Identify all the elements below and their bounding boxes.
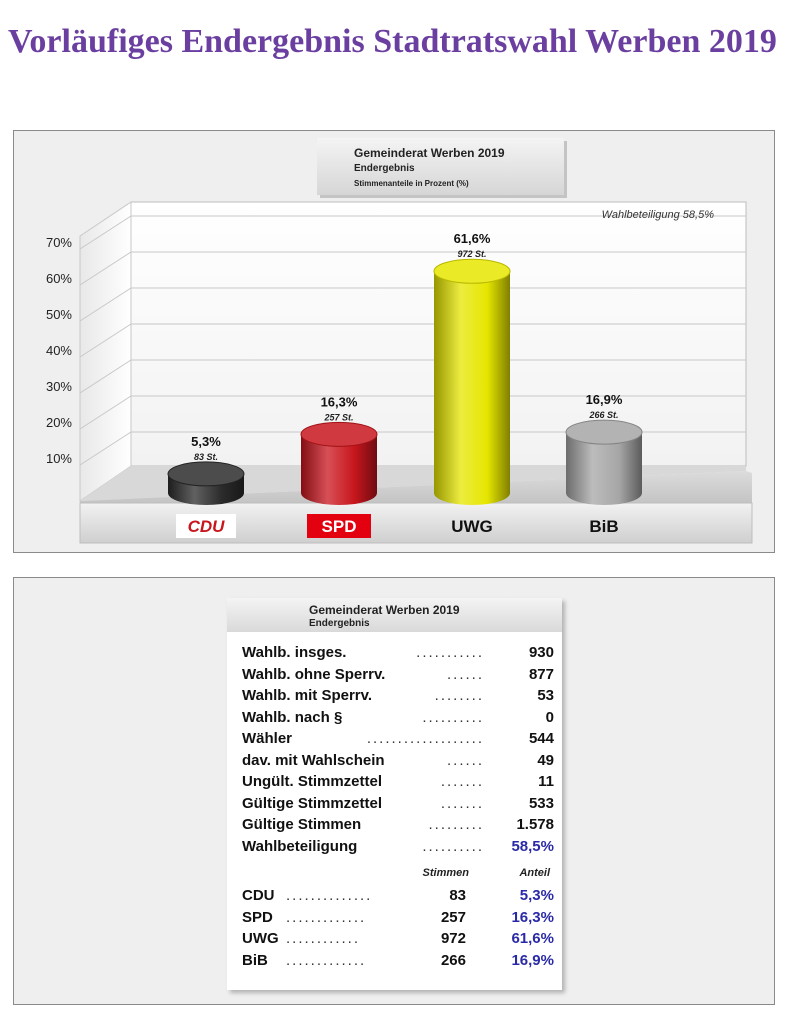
party-row [242, 885, 554, 907]
leader-dots: ............. [286, 908, 367, 926]
stat-label: Wähler [242, 730, 293, 747]
table-panel [13, 577, 775, 1005]
results-table-subtitle: Endergebnis [309, 618, 370, 629]
results-table [227, 598, 562, 990]
party-label: UWG [242, 930, 279, 947]
chart-note: Stimmenanteile in Prozent (%) [354, 179, 469, 188]
leader-dots: ......... [428, 816, 484, 833]
leader-dots: ............ [286, 930, 361, 947]
stat-value: 0 [545, 708, 554, 726]
stat-row [242, 750, 554, 772]
results-table-header [227, 598, 562, 632]
stat-value: 53 [537, 687, 554, 704]
party-votes: 972 [440, 930, 466, 947]
stat-row [242, 664, 554, 686]
cdu-logo [176, 514, 236, 538]
svg-text:SPD: SPD [321, 517, 357, 536]
leader-dots: ................... [366, 730, 484, 747]
votes-label-cdu: 83 St. [193, 451, 219, 462]
category-label-bib: BiB [589, 517, 619, 536]
stat-label: Gültige Stimmen [242, 816, 362, 833]
results-table-title: Gemeinderat Werben 2019 [309, 603, 460, 617]
party-votes: 257 [440, 908, 466, 926]
leader-dots: .......... [422, 837, 484, 855]
stat-label: Wahlb. insges. [242, 644, 347, 661]
party-label: BiB [242, 951, 268, 969]
bar-cdu [168, 462, 244, 505]
value-label-spd: 16,3% [320, 394, 358, 410]
stat-value: 544 [528, 730, 554, 747]
category-label-uwg: UWG [451, 517, 493, 536]
col-share: Anteil [519, 867, 550, 879]
stat-value: 58,5% [511, 837, 554, 855]
votes-label-spd: 257 St. [324, 412, 354, 423]
bar-spd [301, 422, 377, 505]
chart-subtitle: Endergebnis [354, 163, 415, 174]
value-label-uwg: 61,6% [453, 231, 491, 247]
stat-row [242, 685, 554, 707]
bar-bib [566, 420, 642, 505]
leader-dots: ........ [434, 687, 484, 704]
votes-label-bib: 266 St. [589, 410, 619, 421]
leader-dots: ........... [416, 644, 484, 661]
leader-dots: ...... [446, 751, 484, 769]
stat-label: dav. mit Wahlschein [242, 751, 385, 769]
leader-dots: ....... [440, 773, 484, 790]
leader-dots: .............. [286, 887, 373, 904]
y-tick-label: 40% [45, 343, 72, 358]
party-row [242, 950, 554, 972]
party-columns-header [242, 863, 554, 885]
stat-label: Wahlbeteiligung [242, 837, 358, 855]
leader-dots: ...... [446, 665, 484, 683]
stat-row [242, 642, 554, 664]
y-tick-label: 70% [45, 235, 72, 250]
leader-dots: ....... [440, 794, 484, 812]
spd-logo [307, 514, 371, 538]
stat-value: 49 [537, 751, 554, 769]
party-share: 61,6% [511, 930, 554, 947]
party-votes: 266 [440, 951, 466, 969]
party-label: SPD [242, 908, 273, 926]
party-row [242, 907, 554, 929]
y-tick-label: 10% [45, 451, 72, 466]
stat-label: Gültige Stimmzettel [242, 794, 383, 812]
stat-row [242, 707, 554, 729]
stat-value: 11 [538, 773, 554, 790]
leader-dots: .......... [422, 708, 484, 726]
leader-dots: ............. [286, 951, 367, 969]
stat-value: 1.578 [516, 816, 554, 833]
votes-label-uwg: 972 St. [457, 249, 487, 260]
bar-uwg [434, 259, 510, 505]
svg-text:CDU: CDU [187, 517, 225, 536]
stat-label: Wahlb. nach § [242, 708, 343, 726]
y-tick-label: 60% [45, 271, 72, 286]
stat-row [242, 771, 554, 793]
col-votes: Stimmen [422, 867, 469, 879]
y-tick-label: 20% [45, 415, 72, 430]
party-share: 16,3% [511, 908, 554, 926]
party-share: 5,3% [519, 887, 554, 904]
stat-row [242, 793, 554, 815]
y-tick-label: 50% [45, 307, 72, 322]
party-votes: 83 [449, 887, 466, 904]
stat-label: Ungült. Stimmzettel [242, 773, 383, 790]
bar-chart [14, 131, 774, 552]
stat-row [242, 836, 554, 858]
party-share: 16,9% [511, 951, 554, 969]
party-label: CDU [242, 887, 275, 904]
page-title: Vorläufiges Endergebnis Stadtratswahl Werben 2019 [8, 23, 777, 60]
stat-row [242, 728, 554, 750]
stat-row [242, 814, 554, 836]
value-label-cdu: 5,3% [191, 433, 221, 449]
turnout-label: Wahlbeteiligung 58,5% [601, 209, 714, 221]
value-label-bib: 16,9% [585, 392, 623, 408]
stat-value: 877 [528, 665, 554, 683]
stat-value: 930 [528, 644, 554, 661]
stat-value: 533 [528, 794, 554, 812]
chart-title: Gemeinderat Werben 2019 [354, 146, 505, 160]
stat-label: Wahlb. ohne Sperrv. [242, 665, 386, 683]
y-tick-label: 30% [45, 379, 72, 394]
stat-label: Wahlb. mit Sperrv. [242, 687, 373, 704]
party-row [242, 928, 554, 950]
chart-panel [13, 130, 775, 553]
